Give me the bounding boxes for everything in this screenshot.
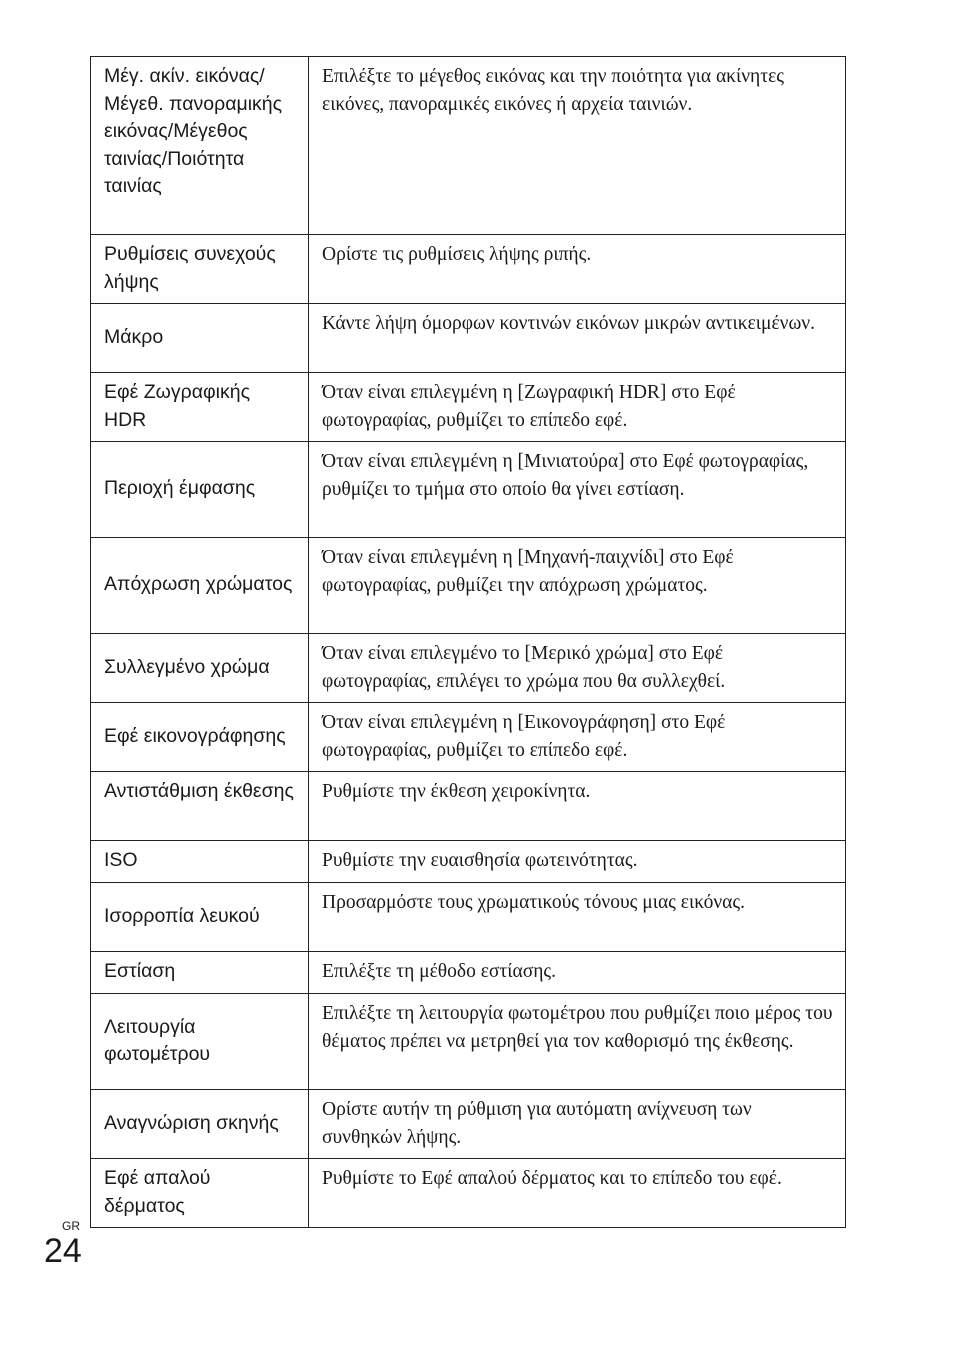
setting-description: Προσαρμόστε τους χρωματικούς τόνους μιας εικόνας.: [309, 883, 846, 952]
settings-table: [90, 56, 846, 1228]
setting-term: Αντιστάθμιση έκθεσης: [91, 772, 309, 841]
setting-description: Ορίστε αυτήν τη ρύθμιση για αυτόματη ανίχνευση των συνθηκών λήψης.: [309, 1090, 846, 1159]
language-code: GR: [62, 1219, 80, 1233]
table-row: [91, 994, 846, 1090]
table-row: [91, 883, 846, 952]
setting-term: Ρυθμίσεις συνεχούς λήψης: [91, 235, 309, 304]
setting-description: Επιλέξτε τη λειτουργία φωτομέτρου που ρυθμίζει ποιο μέρος του θέματος πρέπει να μετρηθεί για τον καθορισμό της έκθεσης.: [309, 994, 846, 1090]
table-row: [91, 235, 846, 304]
setting-term: Εφέ Ζωγραφικής HDR: [91, 373, 309, 442]
table-row: [91, 57, 846, 235]
setting-term: Εφέ εικονογράφησης: [91, 703, 309, 772]
setting-term: Εστίαση: [91, 952, 309, 994]
setting-description: Όταν είναι επιλεγμένη η [Μηχανή-παιχνίδι] στο Εφέ φωτογραφίας, ρυθμίζει την απόχρωση χρώματος.: [309, 538, 846, 634]
setting-term: Ισορροπία λευκού: [91, 883, 309, 952]
table-row: [91, 952, 846, 994]
setting-description: Επιλέξτε το μέγεθος εικόνας και την ποιότητα για ακίνητες εικόνες, πανοραμικές εικόνες ή αρχεία ταινιών.: [309, 57, 846, 235]
setting-description: Όταν είναι επιλεγμένη η [Μινιατούρα] στο Εφέ φωτογραφίας, ρυθμίζει το τμήμα στο οποίο θα γίνει εστίαση.: [309, 442, 846, 538]
setting-description: Όταν είναι επιλεγμένο το [Μερικό χρώμα] στο Εφέ φωτογραφίας, επιλέγει το χρώμα που θα συλλεχθεί.: [309, 634, 846, 703]
table-row: [91, 442, 846, 538]
setting-description: Ρυθμίστε την έκθεση χειροκίνητα.: [309, 772, 846, 841]
setting-term: Εφέ απαλού δέρματος: [91, 1159, 309, 1228]
setting-term: Αναγνώριση σκηνής: [91, 1090, 309, 1159]
setting-description: Ορίστε τις ρυθμίσεις λήψης ριπής.: [309, 235, 846, 304]
setting-term: Λειτουργία φωτομέτρου: [91, 994, 309, 1090]
table-row: [91, 1159, 846, 1228]
setting-term: Απόχρωση χρώματος: [91, 538, 309, 634]
setting-term: ISO: [91, 841, 309, 883]
setting-description: Επιλέξτε τη μέθοδο εστίασης.: [309, 952, 846, 994]
table-row: [91, 304, 846, 373]
setting-description: Όταν είναι επιλεγμένη η [Εικονογράφηση] στο Εφέ φωτογραφίας, ρυθμίζει το επίπεδο εφέ.: [309, 703, 846, 772]
table-row: [91, 1090, 846, 1159]
setting-term: Μάκρο: [91, 304, 309, 373]
setting-description: Ρυθμίστε το Εφέ απαλού δέρματος και το επίπεδο του εφέ.: [309, 1159, 846, 1228]
setting-term: Περιοχή έμφασης: [91, 442, 309, 538]
table-row: [91, 373, 846, 442]
table-row: [91, 538, 846, 634]
setting-description: Κάντε λήψη όμορφων κοντινών εικόνων μικρών αντικειμένων.: [309, 304, 846, 373]
table-row: [91, 841, 846, 883]
table-row: [91, 703, 846, 772]
setting-description: Όταν είναι επιλεγμένη η [Ζωγραφική HDR] στο Εφέ φωτογραφίας, ρυθμίζει το επίπεδο εφέ.: [309, 373, 846, 442]
table-row: [91, 772, 846, 841]
setting-term: Μέγ. ακίν. εικόνας/Μέγεθ. πανοραμικής εικόνας/Μέγεθος ταινίας/Ποιότητα ταινίας: [91, 57, 309, 235]
page-number: 24: [44, 1232, 82, 1270]
table-row: [91, 634, 846, 703]
setting-term: Συλλεγμένο χρώμα: [91, 634, 309, 703]
setting-description: Ρυθμίστε την ευαισθησία φωτεινότητας.: [309, 841, 846, 883]
